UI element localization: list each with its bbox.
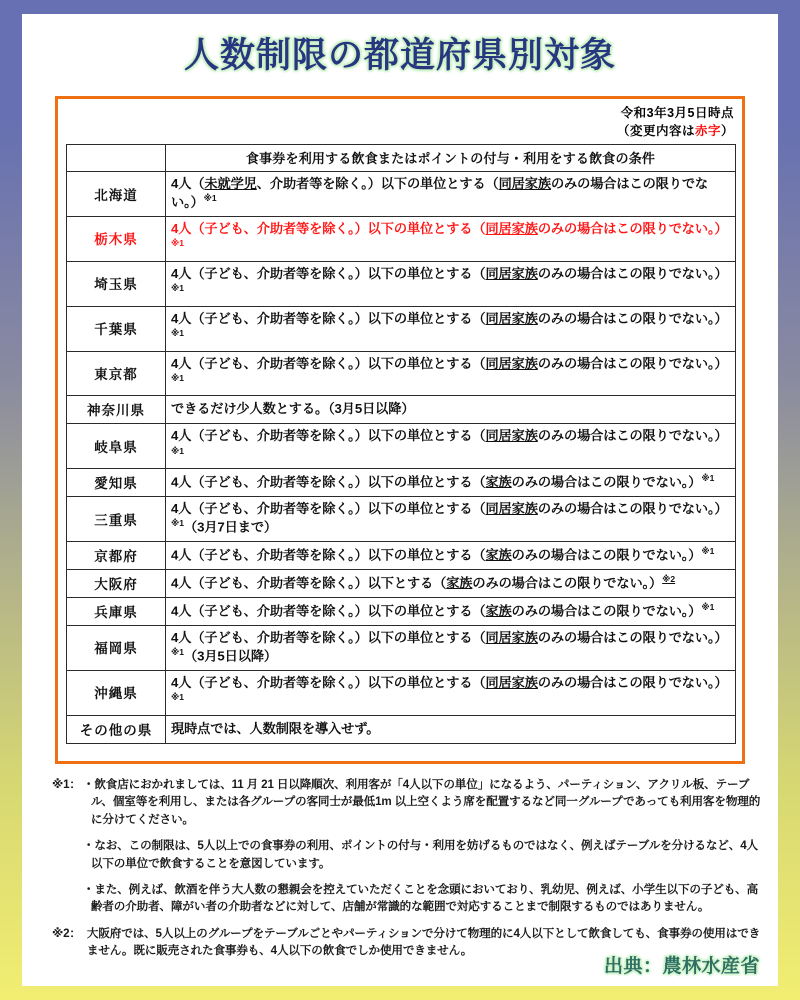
footnote-marker: ※1 <box>171 518 184 529</box>
footnotes-section <box>52 776 762 969</box>
underlined-term: 同居家族 <box>485 355 538 371</box>
document-page <box>22 14 778 986</box>
condition-text: 4人（子ども、介助者等を除く。）以下の単位とする（ <box>171 355 486 371</box>
condition-cell <box>166 217 736 262</box>
prefecture-name-cell: 福岡県 <box>67 626 166 671</box>
condition-text: のみの場合はこの限りでない。） <box>472 575 663 591</box>
table-row <box>67 396 736 424</box>
footnote-1-body <box>83 776 762 916</box>
underlined-term: 同居家族 <box>485 221 538 237</box>
footnote-marker: ※1 <box>701 472 715 483</box>
condition-text: でない。） <box>668 428 728 444</box>
as-of-date: 令和3年3月5日時点 <box>620 106 734 120</box>
footnote-marker: ※1 <box>171 692 184 703</box>
condition-text: できるだけ少人数とする。（3月5日以降） <box>171 401 415 417</box>
footnote-2-label: ※2： <box>52 926 81 940</box>
condition-text: のみの場合はこの限り <box>537 221 669 237</box>
date-notice <box>66 104 734 140</box>
condition-text: でない。） <box>668 501 728 517</box>
footnote-marker: ※1 <box>171 238 184 249</box>
page-title: 人数制限の都道府県別対象 <box>183 36 616 75</box>
condition-text: のみの場合はこの限り <box>537 355 669 371</box>
condition-text: い。） <box>668 603 702 619</box>
underlined-term: 家族 <box>446 575 473 591</box>
condition-text: い。） <box>668 474 702 490</box>
condition-cell <box>166 172 736 217</box>
underlined-term: 同居家族 <box>485 630 538 646</box>
prefecture-name-cell: 千葉県 <box>67 306 166 351</box>
condition-text: のみの場合はこの限りでな <box>511 474 669 490</box>
underlined-term: 同居家族 <box>485 428 538 444</box>
table-header-row <box>67 145 736 172</box>
condition-text: のみの場合はこの <box>550 176 656 192</box>
footnote-marker: ※1 <box>171 445 184 456</box>
legend-suffix: ） <box>720 124 734 139</box>
condition-cell <box>166 396 736 424</box>
footnote-marker: ※1 <box>203 193 217 204</box>
condition-text: でない。） <box>668 310 728 326</box>
condition-cell <box>166 306 736 351</box>
footnote-1-bullet: ・また、例えば、飲酒を伴う大人数の懇親会を控えていただくことを念頭においており、乳幼児、例えば、小学生以下の子ども、高齢者の介助者、障がい者の介助者などに対して、店舗が常識的な範囲で対応することまで制限するものではありません。 <box>82 882 759 914</box>
table-row <box>67 670 736 715</box>
prefecture-name-cell: 岐阜県 <box>67 424 166 469</box>
table-row <box>67 261 736 306</box>
footnote-marker: ※1 <box>171 327 184 338</box>
condition-cell <box>166 497 736 542</box>
condition-cell <box>166 469 736 497</box>
prefecture-name-cell: その他の県 <box>67 715 166 743</box>
table-row <box>67 598 736 626</box>
prefecture-name-cell: 栃木県 <box>67 217 166 262</box>
prefecture-name-cell: 京都府 <box>67 542 166 570</box>
footnote-marker: ※1 <box>171 647 184 658</box>
condition-text: のみの場合はこの限り <box>537 630 669 646</box>
condition-text: のみの場合はこの限りでな <box>511 603 669 619</box>
prefecture-name-cell: 三重県 <box>67 497 166 542</box>
condition-text: 限りでない。） <box>171 176 709 210</box>
underlined-term: 未就学児 <box>204 176 257 192</box>
condition-text: 4人（子ども、介助者等を除く。）以下の単位とする（ <box>171 674 486 690</box>
table-row <box>67 469 736 497</box>
footnote-1-label: ※1： <box>52 778 81 791</box>
condition-text: のみの場合はこの限り <box>537 428 669 444</box>
footnote-1 <box>52 776 762 916</box>
condition-text: のみの場合はこの限り <box>537 674 669 690</box>
footnote-marker: ※1 <box>171 372 184 383</box>
condition-text: のみの場合はこの限り <box>537 501 669 517</box>
header-condition-cell: 食事券を利用する飲食またはポイントの付与・利用をする飲食の条件 <box>166 145 736 172</box>
condition-cell <box>166 542 736 570</box>
table-row <box>67 351 736 396</box>
condition-cell <box>166 261 736 306</box>
red-legend <box>66 122 734 140</box>
table-row <box>67 306 736 351</box>
header-prefecture-cell <box>67 145 166 172</box>
table-body <box>67 145 736 743</box>
footnote-1-bullet: ・なお、この制限は、5人以上での食事券の利用、ポイントの付与・利用を妨げるものではなく、例えばテーブルを分けるなど、4人以下の単位で飲食することを意図しています。 <box>82 839 758 870</box>
condition-cell <box>166 670 736 715</box>
condition-text: い。） <box>668 547 702 563</box>
source-attribution: 出典：農林水産省 <box>603 956 760 977</box>
footnote-marker: ※2 <box>662 573 676 584</box>
prefecture-name-cell: 東京都 <box>67 351 166 396</box>
footnote-marker: ※1 <box>171 283 184 294</box>
condition-text: 4人（子ども、介助者等を除く。）以下の単位とする（ <box>171 603 486 619</box>
condition-text: 4人（子ども、介助者等を除く。）以下の単位とする（ <box>171 265 486 281</box>
condition-cell <box>166 715 736 743</box>
condition-text: 4人（子ども、介助者等を除く。）以下の単位とする（ <box>171 501 486 517</box>
condition-text: のみの場合はこの限り <box>537 310 669 326</box>
prefecture-name-cell: 北海道 <box>67 172 166 217</box>
condition-text: 現時点では、人数制限を導入せず。 <box>171 720 380 736</box>
underlined-term: 家族 <box>485 603 512 619</box>
condition-text: 4人（ <box>171 176 205 192</box>
table-row <box>67 172 736 217</box>
condition-text: でない。） <box>668 630 728 646</box>
condition-text: のみの場合はこの限り <box>537 265 669 281</box>
condition-cell <box>166 351 736 396</box>
table-row <box>67 626 736 671</box>
underlined-term: 同居家族 <box>485 501 538 517</box>
condition-text: でない。） <box>668 221 728 237</box>
footnote-marker: ※1 <box>701 545 715 556</box>
prefecture-name-cell: 神奈川県 <box>67 396 166 424</box>
table-row <box>67 497 736 542</box>
condition-text: 、介助者等を除く。）以下の単位とする（ <box>256 176 499 192</box>
table-row <box>67 542 736 570</box>
prefecture-name-cell: 埼玉県 <box>67 261 166 306</box>
prefecture-name-cell: 兵庫県 <box>67 598 166 626</box>
underlined-term: 同居家族 <box>485 265 538 281</box>
condition-cell <box>166 424 736 469</box>
underlined-term: 家族 <box>485 474 512 490</box>
table-row <box>67 217 736 262</box>
prefecture-name-cell: 沖縄県 <box>67 670 166 715</box>
underlined-term: 同居家族 <box>485 674 538 690</box>
condition-text: 4人（子ども、介助者等を除く。）以下とする（ <box>171 575 447 591</box>
condition-text: でない。） <box>668 265 728 281</box>
underlined-term: 家族 <box>485 547 512 563</box>
condition-text: でない。） <box>668 674 728 690</box>
condition-text: 4人（子ども、介助者等を除く。）以下の単位とする（ <box>171 630 486 646</box>
condition-text: 4人（子ども、介助者等を除く。）以下の単位とする（ <box>171 428 486 444</box>
condition-cell <box>166 626 736 671</box>
condition-date-suffix: （3月7日まで） <box>184 519 277 535</box>
condition-text: 4人（子ども、介助者等を除く。）以下の単位とする（ <box>171 474 486 490</box>
footnote-1-bullet: ・飲食店におかれましては、11 月 21 日以降順次、利用客が「4人以下の単位」になるよう、パーティション、アクリル板、テーブル、個室等を利用し、または各グループの客同士が最低1m 以上空くよう席を配置するなど同一グループであっても利用客を物理的に分けてください。 <box>82 778 761 826</box>
table-row <box>67 570 736 598</box>
condition-text: でない。） <box>668 355 728 371</box>
prefecture-name-cell: 愛知県 <box>67 469 166 497</box>
condition-text: 4人（子ども、介助者等を除く。）以下の単位とする（ <box>171 547 486 563</box>
table-row <box>67 715 736 743</box>
footnote-marker: ※1 <box>701 601 715 612</box>
legend-prefix: （変更内容は <box>616 124 695 139</box>
underlined-term: 同居家族 <box>485 310 538 326</box>
table-row <box>67 424 736 469</box>
content-frame <box>55 96 745 764</box>
title-container <box>22 14 778 78</box>
condition-cell <box>166 598 736 626</box>
condition-text: のみの場合はこの限りでな <box>511 547 669 563</box>
prefecture-conditions-table <box>66 144 736 743</box>
footnote-2-text: 大阪府では、5人以上のグループをテーブルごとやパーティションで分けて物理的に4人以下として飲食しても、食事券の使用はできません。既に販売された食事券も、4人以下の飲食でしか使用できません。 <box>86 926 761 958</box>
prefecture-name-cell: 大阪府 <box>67 570 166 598</box>
condition-date-suffix: （3月5日以降） <box>184 648 277 664</box>
legend-red-word: 赤字 <box>694 124 721 139</box>
condition-text: 4人（子ども、介助者等を除く。）以下の単位とする（ <box>171 310 486 326</box>
condition-cell <box>166 570 736 598</box>
condition-text: 4人（子ども、介助者等を除く。）以下の単位とする（ <box>171 221 486 237</box>
underlined-term: 同居家族 <box>498 176 551 192</box>
